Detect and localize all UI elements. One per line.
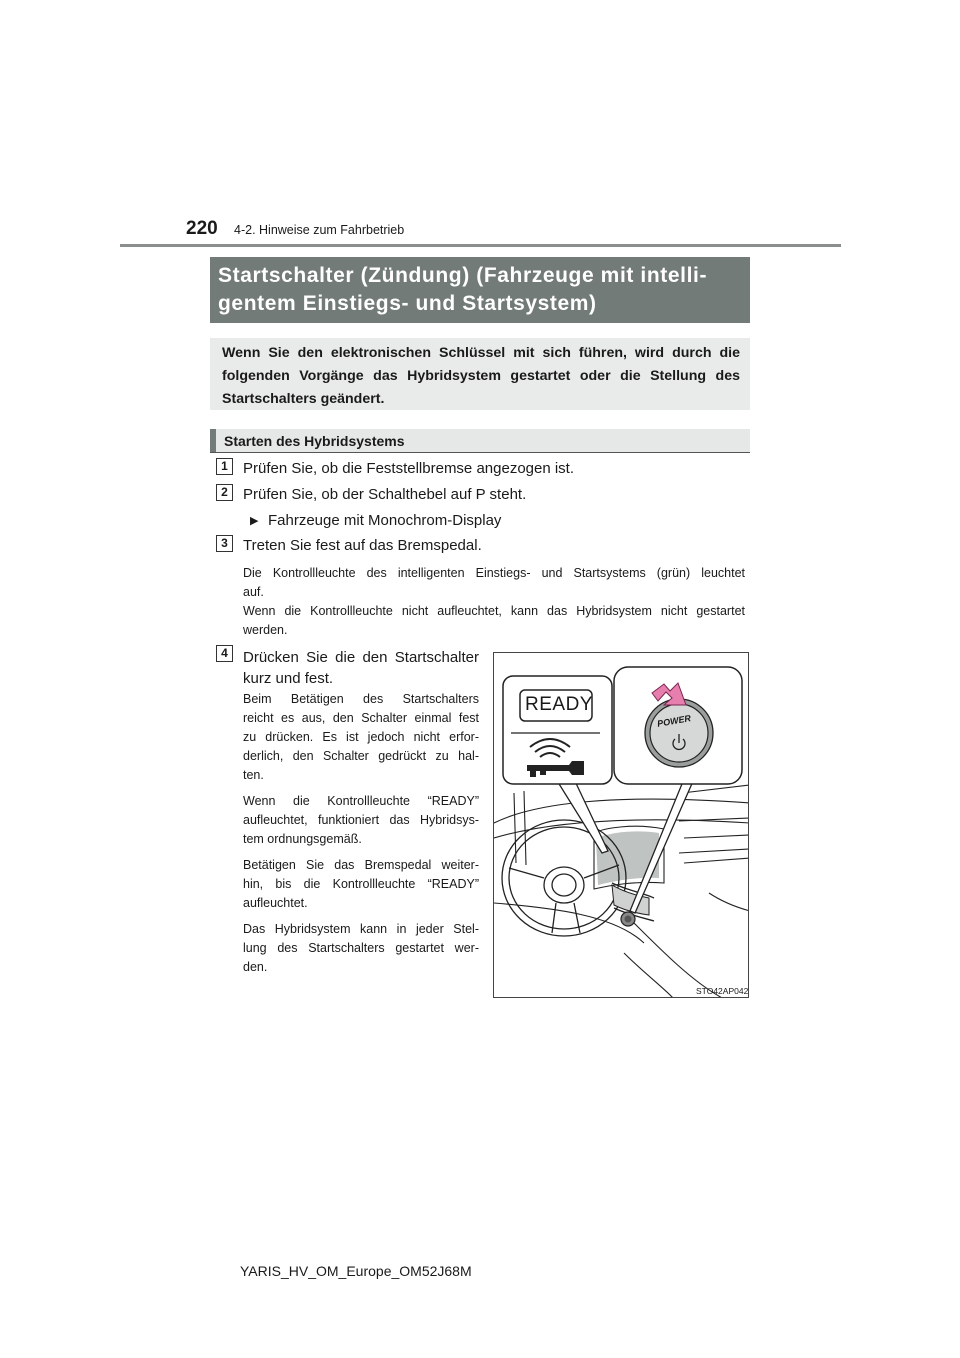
note-line: Wenn die Kontrollleuchte “READY” — [243, 794, 479, 808]
subheading-text: Starten des Hybridsystems — [224, 433, 405, 449]
step-4-note-para — [243, 690, 479, 785]
step-3-note-line: auf. — [243, 585, 264, 599]
step-3-note-line: Wenn die Kontrollleuchte nicht aufleuchtet, kann das Hybridsystem nicht gestartet — [243, 604, 745, 618]
step-text-2: Prüfen Sie, ob der Schalthebel auf P steht. — [243, 486, 527, 503]
footer-document-id: YARIS_HV_OM_Europe_OM52J68M — [240, 1263, 472, 1279]
note-line: Betätigen Sie das Bremspedal weiter- — [243, 858, 479, 872]
header-divider — [120, 244, 841, 247]
note-line: lung des Startschalters gestartet wer- — [243, 941, 479, 955]
note-line: den. — [243, 960, 268, 974]
dashboard-illustration — [493, 652, 749, 998]
note-line: Das Hybridsystem kann in jeder Stel- — [243, 922, 479, 936]
figure-code: STO42AP042 — [696, 986, 749, 996]
note-line: zu drücken. Es ist jedoch nicht erfor- — [243, 730, 479, 744]
intro-box — [210, 338, 750, 410]
step-3-note — [243, 564, 745, 640]
step-number-3: 3 — [216, 535, 233, 552]
bullet-triangle-icon: ▶ — [250, 515, 259, 527]
step-text-1: Prüfen Sie, ob die Feststellbremse angezogen ist. — [243, 460, 575, 477]
step-number-4: 4 — [216, 645, 233, 662]
section-title — [210, 257, 750, 323]
intro-text: Wenn Sie den elektronischen Schlüssel mit sich führen, wird durch die folgenden Vorgänge das Hybridsystem gestartet oder die Stellung des Startschalters geändert. — [222, 345, 740, 407]
bullet-text: Fahrzeuge mit Monochrom-Display — [268, 512, 502, 529]
note-line: aufleuchtet, funktioniert das Hybridsys- — [243, 813, 479, 827]
ready-indicator-label: READY — [525, 694, 593, 715]
step-number-2: 2 — [216, 484, 233, 501]
step-4-note-para — [243, 920, 479, 977]
note-line: derlich, den Schalter gedrückt zu hal- — [243, 749, 479, 763]
subheading-accent — [210, 429, 216, 452]
section-title-line1: Startschalter (Zündung) (Fahrzeuge mit intelli- — [218, 264, 708, 287]
step-4-note-para — [243, 856, 479, 913]
section-reference: 4-2. Hinweise zum Fahrbetrieb — [234, 223, 405, 237]
step-3-note-line: werden. — [243, 623, 288, 637]
note-line: aufleuchtet. — [243, 896, 308, 910]
note-line: reicht es aus, den Schalter einmal fest — [243, 711, 479, 725]
step-3-note-line: Die Kontrollleuchte des intelligenten Einstiegs- und Startsystems (grün) leuchtet — [243, 566, 745, 580]
note-line: Beim Betätigen des Startschalters — [243, 692, 479, 706]
step-text-4-line: kurz und fest. — [243, 670, 334, 687]
subheading — [210, 429, 750, 453]
step-4-note-para — [243, 792, 479, 849]
step-4-notes — [243, 690, 479, 977]
note-line: ten. — [243, 768, 264, 782]
step-text-3: Treten Sie fest auf das Bremspedal. — [243, 537, 482, 554]
power-button-label: POWER — [656, 713, 692, 729]
page-number: 220 — [186, 218, 218, 239]
step-text-4-line: Drücken Sie die den Startschalter — [243, 649, 479, 666]
note-line: hin, bis die Kontrollleuchte “READY” — [243, 877, 479, 891]
section-title-line2: gentem Einstiegs- und Startsystem) — [218, 292, 597, 315]
step-text-4 — [243, 647, 479, 689]
step-number-1: 1 — [216, 458, 233, 475]
note-line: tem ordnungsgemäß. — [243, 832, 362, 846]
